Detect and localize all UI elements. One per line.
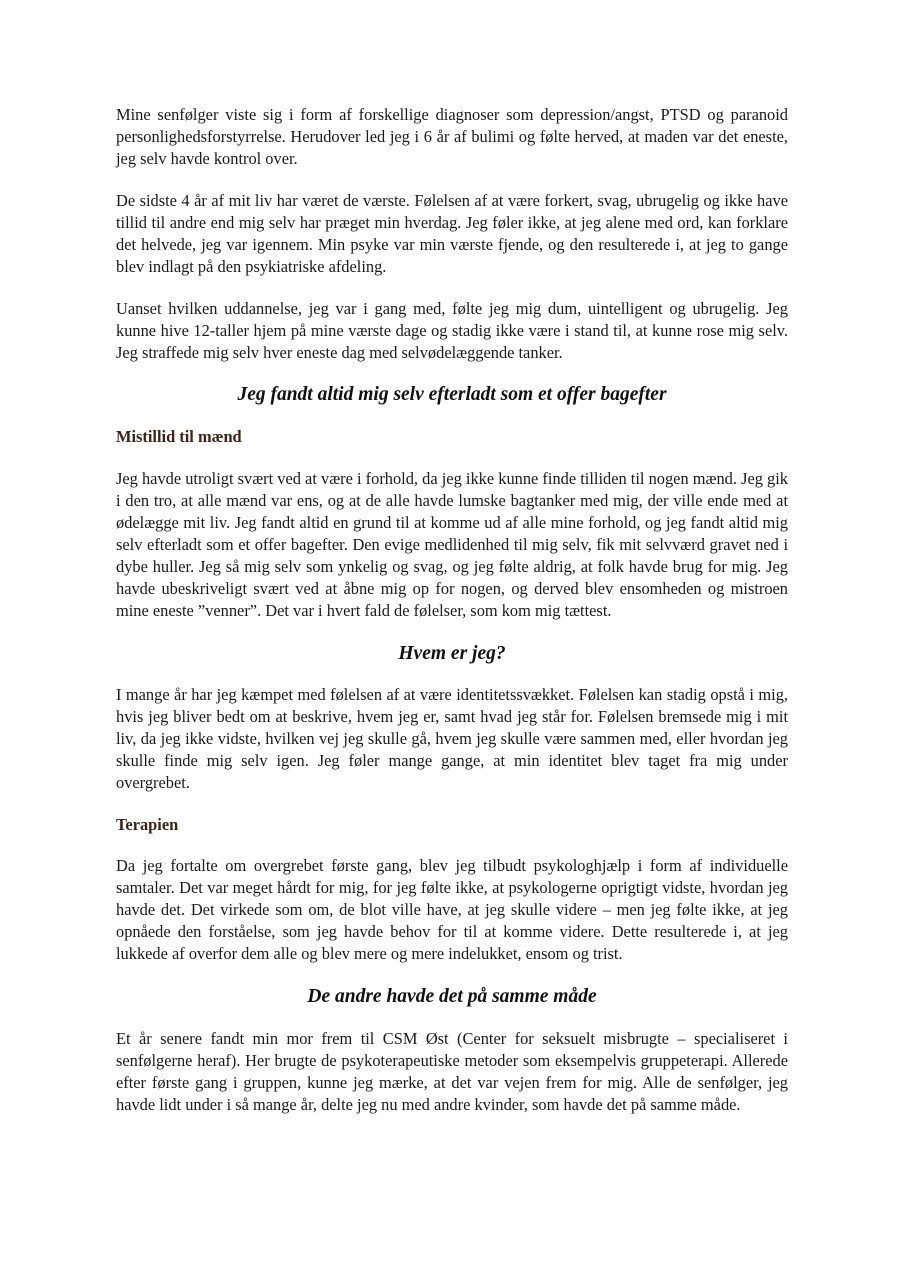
heading-who-am-i: Hvem er jeg? bbox=[398, 643, 506, 664]
subheading-therapy: Terapien bbox=[116, 815, 179, 834]
paragraph-csm: Et år senere fandt min mor frem til CSM Øst (Center for seksuelt misbrugte – specialiseret i senfølgerne heraf). Her brugte de psykoterapeutiske metoder som eksempelvis gruppeterapi. Allerede efter første gang i gruppen, kunne jeg mærke, at det var vejen frem for mig. Alle de senfølger, jeg havde lidt under i så mange år, delte jeg nu med andre kvinder, som havde det på samme måde. bbox=[116, 1029, 788, 1114]
paragraph-diagnoses: Mine senfølger viste sig i form af forskellige diagnoser som depression/angst, PTSD og paranoid personlighedsforstyrrelse. Herudover led jeg i 6 år af bulimi og følte herved, at maden var det eneste, jeg selv havde kontrol over. bbox=[116, 105, 788, 168]
subheading-distrust: Mistillid til mænd bbox=[116, 427, 242, 446]
paragraph-distrust: Jeg havde utroligt svært ved at være i forhold, da jeg ikke kunne finde tilliden til nogen mænd. Jeg gik i den tro, at alle mænd var ens, og at de alle havde lumske bagtanker med mig, der ville ende med at ødelægge mit liv. Jeg fandt altid en grund til at komme ud af alle mine forhold, og jeg fandt altid mig selv efterladt som et offer bagefter. Den evige medlidenhed til mig selv, fik mit selvværd gravet ned i dybe huller. Jeg så mig selv som ynkelig og svag, og jeg følte aldrig, at folk havde brug for mig. Jeg havde ubeskriveligt svært ved at åbne mig op for nogen, og derved blev ensomheden og mistroen mine eneste ”venner”. Det var i hvert fald de følelser, som kom mig tættest. bbox=[116, 469, 788, 620]
paragraph-education: Uanset hvilken uddannelse, jeg var i gang med, følte jeg mig dum, uintelligent og ubrugelig. Jeg kunne hive 12-taller hjem på mine værste dage og stadig ikke være i stand til, at kunne rose mig selv. Jeg straffede mig selv hver eneste dag med selvødelæggende tanker. bbox=[116, 299, 788, 362]
heading-victim: Jeg fandt altid mig selv efterladt som et offer bagefter bbox=[237, 384, 667, 405]
paragraph-worst-years: De sidste 4 år af mit liv har været de værste. Følelsen af at være forkert, svag, ubrugelig og ikke have tillid til andre end mig selv har præget min hverdag. Jeg føler ikke, at jeg alene med ord, kan forklare det helvede, jeg var igennem. Min psyke var min værste fjende, og den resulterede i, at jeg to gange blev indlagt på den psykiatriske afdeling. bbox=[116, 191, 788, 276]
heading-others-same: De andre havde det på samme måde bbox=[307, 986, 597, 1007]
paragraph-therapy: Da jeg fortalte om overgrebet første gang, blev jeg tilbudt psykologhjælp i form af individuelle samtaler. Det var meget hårdt for mig, for jeg følte ikke, at psykologerne oprigtigt vidste, hvordan jeg havde det. Det virkede som om, de blot ville have, at jeg skulle videre – men jeg følte ikke, at jeg opnåede den forståelse, som jeg havde behov for til at komme videre. Dette resulterede i, at jeg lukkede af overfor dem alle og blev mere og mere indelukket, ensom og trist. bbox=[116, 856, 788, 963]
paragraph-identity: I mange år har jeg kæmpet med følelsen af at være identitetssvækket. Følelsen kan stadig opstå i mig, hvis jeg bliver bedt om at beskrive, hvem jeg er, samt hvad jeg står for. Følelsen bremsede mig i mit liv, da jeg ikke vidste, hvilken vej jeg skulle gå, hvem jeg skulle være sammen med, eller hvordan jeg skulle finde mig selv igen. Jeg føler mange gange, at min identitet blev taget fra mig under overgrebet. bbox=[116, 685, 788, 792]
document-page bbox=[116, 104, 788, 1116]
